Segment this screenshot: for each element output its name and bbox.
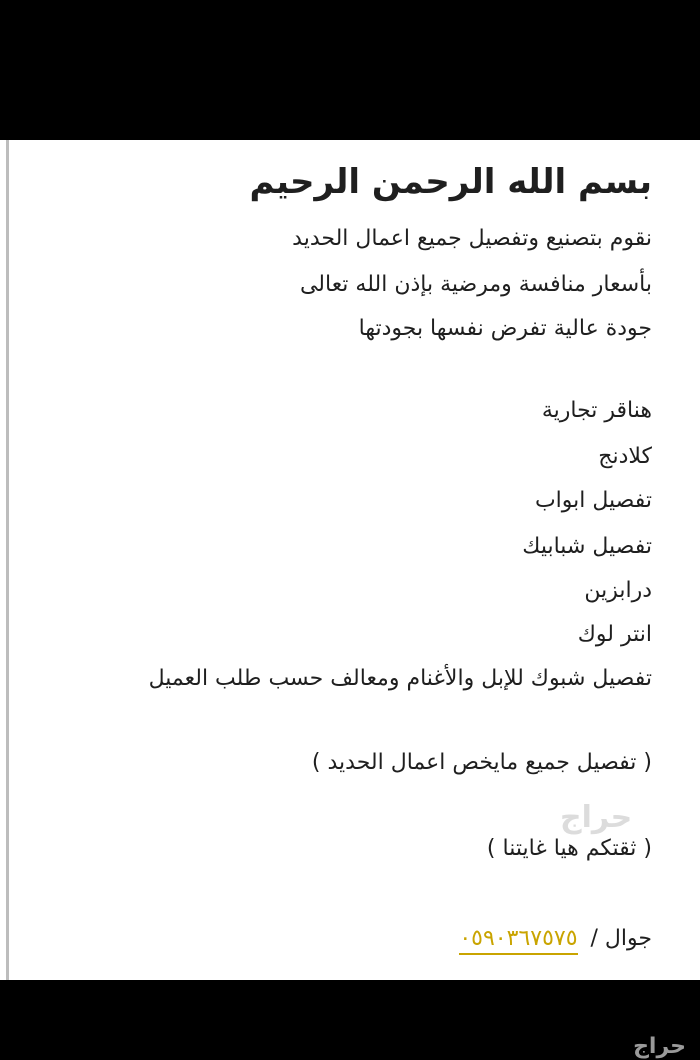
- phone-line: [459, 924, 652, 954]
- service-item-commercial-hangars: هناقر تجارية: [541, 398, 652, 423]
- note-all-iron-works: ( تفصيل جميع مايخص اعمال الحديد ): [311, 750, 652, 775]
- top-black-bar: [0, 0, 700, 140]
- service-item-cladding: كلادنج: [598, 444, 652, 469]
- quote-rule: [6, 140, 9, 980]
- note-trust-motto: ( ثقتكم هيا غايتنا ): [486, 836, 652, 861]
- service-item-doors: تفصيل ابواب: [534, 488, 652, 513]
- phone-number-link[interactable]: ٠٥٩٠٣٦٧٥٧٥: [459, 926, 577, 955]
- service-item-interlock: انتر لوك: [577, 622, 652, 647]
- service-item-railings: درابزين: [584, 578, 652, 603]
- haraj-logo: حراج: [633, 1034, 686, 1059]
- post-content-area: [0, 140, 700, 980]
- service-item-windows: تفصيل شبابيك: [522, 534, 652, 559]
- haraj-watermark: حراج: [560, 800, 633, 835]
- bottom-black-bar: [0, 980, 700, 1060]
- intro-line-2: بأسعار منافسة ومرضية بإذن الله تعالى: [299, 272, 652, 297]
- phone-label: جوال /: [590, 926, 652, 951]
- intro-line-3: جودة عالية تفرض نفسها بجودتها: [358, 316, 652, 341]
- post-title: بسم الله الرحمن الرحيم: [249, 162, 652, 202]
- intro-line-1: نقوم بتصنيع وتفصيل جميع اعمال الحديد: [292, 226, 652, 251]
- service-item-fences: تفصيل شبوك للإبل والأغنام ومعالف حسب طلب العميل: [148, 666, 652, 691]
